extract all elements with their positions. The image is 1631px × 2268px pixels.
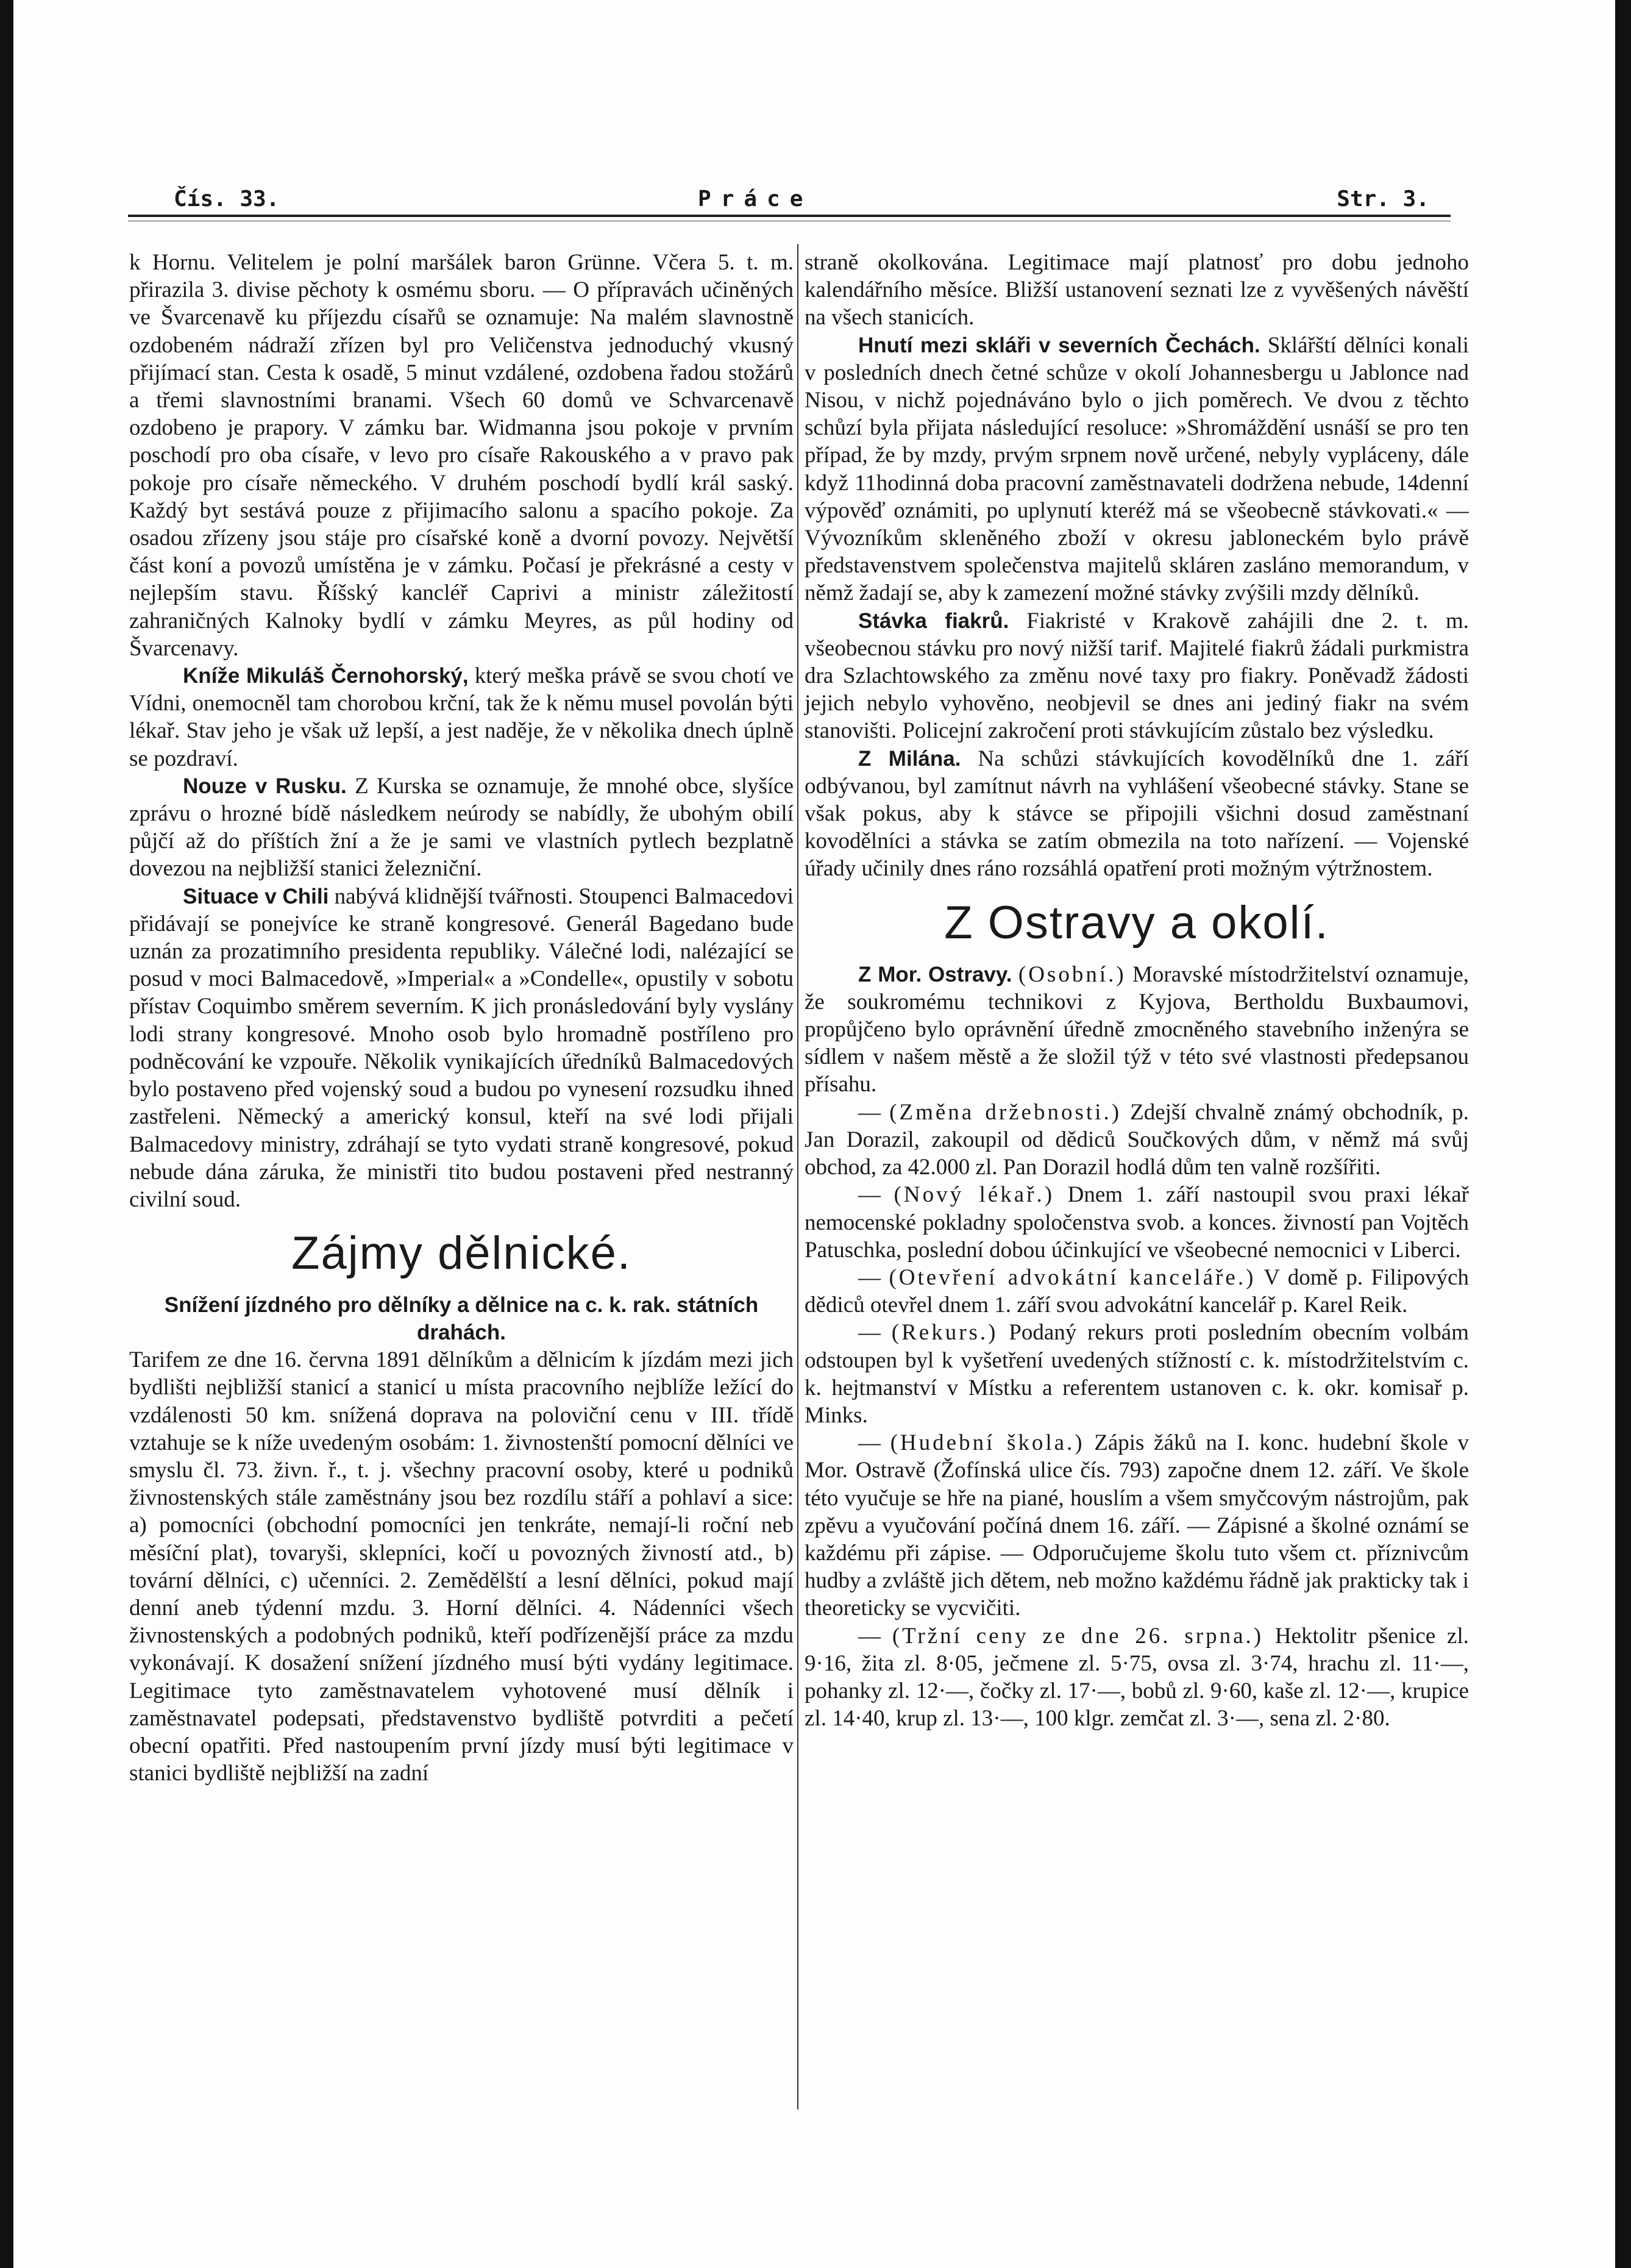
- right-column: [805, 249, 1469, 1732]
- article-law-office: — (Otevření advokátní kanceláře.) V domě p. Filipových dědiců otevřel dnem 1. září svou advokátní kancelář p. Karel Reik.: [805, 1264, 1469, 1318]
- article-body: Sklářští dělníci konali v posledních dnech četné schůze v okolí Johannesbergu u Jablonce nad Nisou, v nichž pojednáváno bylo o jich poměrech. Ve dvou z těchto schůzí byla přijata následující resoluce: »Shromáždění usnáší se pro ten případ, že by mzdy, prvým srpnem nově určené, nebyly vypláceny, dále když 11hodinná doba pracovní zaměstnavateli dodržena nebude, 14denní výpověď oznámiti, po uplynutí kteréž má se všeobecně stávkovati.« — Vývozníkům skleněného zboží v okresu jabloneckém bylo právě představenstvem společenstva majitelů skláren zasláno memorandum, v němž žadají se, aby k zamezení možné stávky zvýšili mzdy dělníků.: [805, 332, 1469, 606]
- page-header: [174, 180, 1429, 217]
- article-tag: (Rekurs.): [891, 1320, 998, 1346]
- article-fares: Tarifem ze dne 16. června 1891 dělníkům a dělnicím k jízdám mezi jich bydlišti nejbližší stanicí a stanicí u místa pracovního nejblíže ležící do vzdálenosti 50 km. snížená doprava na poloviční cenu v III. třídě vztahuje se k níže uvedeným osobám: 1. živnostenští pomocní dělníci ve smyslu čl. 73. živn. ř., t. j. všechny pracovní osoby, které u podniků živnostenských stále zaměstnány jsou bez rozdílu stáří a pohlaví a sice: a) pomocníci (obchodní pomocníci jen tenkráte, nemají-li roční neb měsíční plat), tovaryši, sklepníci, kočí u povozných živností atd., b) tovární dělníci, c) učenníci. 2. Zemědělští a lesní dělníci, pokud mají denní aneb týdenní mzdu. 3. Horní dělníci. 4. Nádenníci všech živnostenských a podobných podniků, kteří podřízenější práce za mzdu vykonávají. K dosažení snížení jízdného musí býti vydány legitimace. Legitimace tyto zaměstnavatelem vyhotovené musí dělník i zaměstnavatel podepsati, představenstvo bydliště potvrditi a pečetí obecní opatřiti. Před nastoupením první jízdy musí býti legitimace v stanici bydliště nejbližší na zadní: [129, 1347, 794, 1786]
- article-lead: Hnutí mezi skláři v severních Čechách.: [858, 333, 1260, 357]
- article-body: Zdejší chvalně známý obchodník, p. Jan Dorazil, zakoupil od dědiců Součkových dům, v němž má svůj obchod, za 42.000 zl. Pan Dorazil hodlá dům ten valně rozšířiti.: [805, 1099, 1469, 1180]
- issue-number: Čís. 33.: [174, 187, 280, 212]
- newspaper-title: Práce: [698, 187, 813, 212]
- article-lead: Stávka fiakrů.: [858, 608, 1009, 633]
- article-lead: Z Milána.: [858, 746, 961, 771]
- article-tag: (Tržní ceny ze dne 26. srpna.): [892, 1623, 1264, 1649]
- article-lead: Situace v Chili: [183, 884, 329, 908]
- article-body: Dnem 1. září nastoupil svou praxi lékař nemocenské pokladny spoločenstva svob. a konces. živností pan Vojtěch Patuschka, poslední dobou účinkující ve všeobecné nemocnici v Liberci.: [805, 1182, 1469, 1263]
- article-tag: (Osobní.): [1018, 961, 1126, 987]
- article-tag: (Hudební škola.): [890, 1430, 1085, 1456]
- article-chile: [129, 883, 794, 1213]
- article-body: nabývá klidnější tvářnosti. Stoupenci Balmacedovi přidávají se ponejvíce ke straně kongresové. Generál Bagedano bude uznán za prozatimního presidenta republiky. Válečné lodi, nalézající se posud v moci Balmacedově, »Imperial« a »Condelle«, opustily v sobotu přístav Coquimbo směrem severním. K jich pronásledování byly vyslány lodi strany kongresové. Mnoho osob bylo hromadně postříleno pro podněcování ke vzpouře. Několik vynikajících úředníků Balmacedových bylo postaveno před vojenský soud a budou po vynesení rozsudku ihned zastřeleni. Německý a americký konsul, kteří na své lodi přijali Balmacedovy ministry, zdráhají se tyto vydati straně kongresové, pokud nebude dána záruka, že ministři tito budou postaveni před nestranný civilní soud.: [129, 883, 794, 1212]
- article-cab-strike: [805, 607, 1469, 745]
- header-rule: [128, 215, 1451, 217]
- article-tag: (Otevření advokátní kanceláře.): [889, 1264, 1256, 1290]
- article-body: V domě p. Filipových dědiců otevřel dnem 1. září svou advokátní kancelář p. Karel Reik.: [805, 1264, 1469, 1318]
- article-doctor: — (Nový lékař.) Dnem 1. září nastoupil svou praxi lékař nemocenské pokladny spoločenstva svob. a konces. živností pan Vojtěch Patuschka, poslední dobou účinkující ve všeobecné nemocnici v Liberci.: [805, 1182, 1469, 1263]
- article-body: který meška právě se svou chotí ve Vídni, onemocněl tam chorobou krční, tak že k němu musel povolán býti lékař. Stav jeho je však už lepší, a jest naděje, že v několika dnech úplně se pozdraví.: [129, 663, 794, 771]
- article-ostrava-personal: [805, 961, 1469, 1099]
- article-lead: Z Mor. Ostravy.: [858, 962, 1012, 986]
- article-lead: Nouze v Rusku.: [183, 774, 347, 798]
- page-number: Str. 3.: [1337, 187, 1429, 212]
- article-appeal: — (Rekurs.) Podaný rekurs proti posledním obecním volbám odstoupen byl k vyšetření uvedených stížností c. k. místodržitelstvím c. k. hejtmanství v Místku a referentem ustanoven c. k. okr. komisař p. Minks.: [805, 1320, 1469, 1428]
- article-tag: (Nový lékař.): [894, 1182, 1055, 1208]
- article-continuation: k Hornu. Velitelem je polní maršálek baron Grünne. Včera 5. t. m. přirazila 3. divise pěchoty k osmému sboru. — O přípravách učiněných ve Švarcenavě ku příjezdu císařů se oznamuje: Na malém slavnostně ozdobeném nádraží zřízen byl pro Veličenstva jednoduchý vkusný přijímací stan. Cesta k osadě, 5 minut vzdálené, ozdobena řadou stožárů a třemi slavnostními branami. Všech 60 domů ve Schvarcenavě ozdobeno je prapory. V zámku bar. Widmanna jsou pokoje v prvním poschodí pro oba císaře, v levo pro císaře Rakouského a v pravo pak pokoje pro císaře německého. V druhém poschodí bydlí král saský. Každý byt sestává pouze z přijimacího salonu a spacího pokoje. Za osadou zřízeny jsou stáje pro císařské koně a dvorní povozy. Největší část koní a povozů umístěna je v zámku. Počasí je překrásné a cesty v nejlepším stavu. Říšský kancléř Caprivi a ministr záležitostí zahraničných Kalnoky bydlí v zámku Meyres, as půl hodiny od Švarcenavy.: [129, 250, 794, 661]
- article-body: Zápis žáků na I. konc. hudební škole v Mor. Ostravě (Žofínská ulice čís. 793) započne dnem 12. září. Ve škole této vyučuje se hře na piané, houslím a všem smyčcovým nástrojům, pak zpěvu a vyučování počíná dnem 16. září. — Zápisné a školné oznámí se každému při zápise. — Odporučujeme školu tuto všem ct. příznivcům hudby a zvláště jich dětem, neb možno každému řádně jak prakticky tak i theoreticky se vycvičiti.: [805, 1430, 1469, 1621]
- article-montenegro: [129, 662, 794, 772]
- article-subhead: Snížení jízdného pro dělníky a dělnice na c. k. rak. státních drahách.: [164, 1293, 759, 1345]
- article-lead: Kníže Mikuláš Černohorský,: [183, 664, 469, 688]
- scan-edge-right: [1615, 0, 1631, 2268]
- article-body: Fiakristé v Krakově zahájili dne 2. t. m. všeobecnou stávku pro nový nižší tarif. Majitelé fiakrů žádali purkmistra dra Szlachtowského za změnu nové taxy pro fiakry. Poněvadž žádosti jejich nebylo vyhověno, neobjevil se dnes ani jediný fiakr na svém stanovišti. Policejní zakročení proti stávkujícím zůstalo bez výsledku.: [805, 608, 1469, 744]
- article-body: Na schůzi stávkujících kovodělníků dne 1. září odbývanou, byl zamítnut návrh na vyhlášení všeobecné stávky. Stane se však pokus, aby k stávce se připojili všichni dosud zaměstnaní kovodělníci a stávka se zatím obmezila na toto nařízení. — Vojenské úřady učinily dnes ráno rozsáhlá opatření proti možným výtržnostem.: [805, 746, 1469, 882]
- article-tag: (Změna držebnosti.): [889, 1099, 1122, 1125]
- article-ownership: — (Změna držebnosti.) Zdejší chvalně známý obchodník, p. Jan Dorazil, zakoupil od dědiců Součkových dům, v němž má svůj obchod, za 42.000 zl. Pan Dorazil hodlá dům ten valně rozšířiti.: [805, 1099, 1469, 1180]
- article-music-school: — (Hudební škola.) Zápis žáků na I. konc. hudební škole v Mor. Ostravě (Žofínská ulice čís. 793) započne dnem 12. září. Ve škole této vyučuje se hře na piané, houslím a všem smyčcovým nástrojům, pak zpěvu a vyučování počíná dnem 16. září. — Zápisné a školné oznámí se každému při zápise. — Odporučujeme školu tuto všem ct. příznivcům hudby a zvláště jich dětem, neb možno každému řádně jak prakticky tak i theoreticky se vycvičiti.: [805, 1430, 1469, 1621]
- article-russia: [129, 772, 794, 883]
- section-title-ostrava: Z Ostravy a okolí.: [944, 896, 1329, 949]
- section-title-workers: Zájmy dělnické.: [291, 1227, 631, 1280]
- article-body: Hektolitr pšenice zl. 9·16, žita zl. 8·05, ječmene zl. 5·75, ovsa zl. 3·74, hrachu zl. 11·—, pohanky zl. 12·—, čočky zl. 17·—, bobů zl. 9·60, kaše zl. 12·—, krupice zl. 14·40, krup zl. 13·—, 100 klgr. zemčat zl. 3·—, sena zl. 2·80.: [805, 1623, 1469, 1731]
- article-continuation: straně okolkována. Legitimace mají platnosť pro dobu jednoho kalendářního měsíce. Bližší ustanovení seznati lze z vyvěšených návěští na všech stanicích.: [805, 250, 1469, 330]
- article-market-prices: — (Tržní ceny ze dne 26. srpna.) Hektolitr pšenice zl. 9·16, žita zl. 8·05, ječmene zl. 5·75, ovsa zl. 3·74, hrachu zl. 11·—, pohanky zl. 12·—, čočky zl. 17·—, bobů zl. 9·60, kaše zl. 12·—, krupice zl. 14·40, krup zl. 13·—, 100 klgr. zemčat zl. 3·—, sena zl. 2·80.: [805, 1623, 1469, 1731]
- article-body: Moravské místodržitelství oznamuje, že soukromému technikovi z Kyjova, Bertholdu Buxbaumovi, propůjčeno bylo oprávnění úředně zmocněného stavebního inženýra se sídlem v našem městě a že složil týž v této své vlastnosti předepsanou přísahu.: [805, 961, 1469, 1097]
- article-milan: [805, 745, 1469, 883]
- article-body: Z Kurska se oznamuje, že mnohé obce, slyšíce zprávu o hrozné bídě následkem neúrody se nabídly, že ubohým obilí půjčí až do příštích žní a že je sami ve vlastních pytlech bezplatně dovezou na nejbližší stanici železniční.: [129, 773, 794, 882]
- column-divider: [797, 244, 798, 2109]
- left-column: [129, 249, 794, 1787]
- article-glassworkers: [805, 332, 1469, 607]
- article-body: Podaný rekurs proti posledním obecním volbám odstoupen byl k vyšetření uvedených stížností c. k. místodržitelstvím c. k. hejtmanství v Místku a referentem ustanoven c. k. okr. komisař p. Minks.: [805, 1320, 1469, 1428]
- scan-edge-left: [0, 0, 13, 2268]
